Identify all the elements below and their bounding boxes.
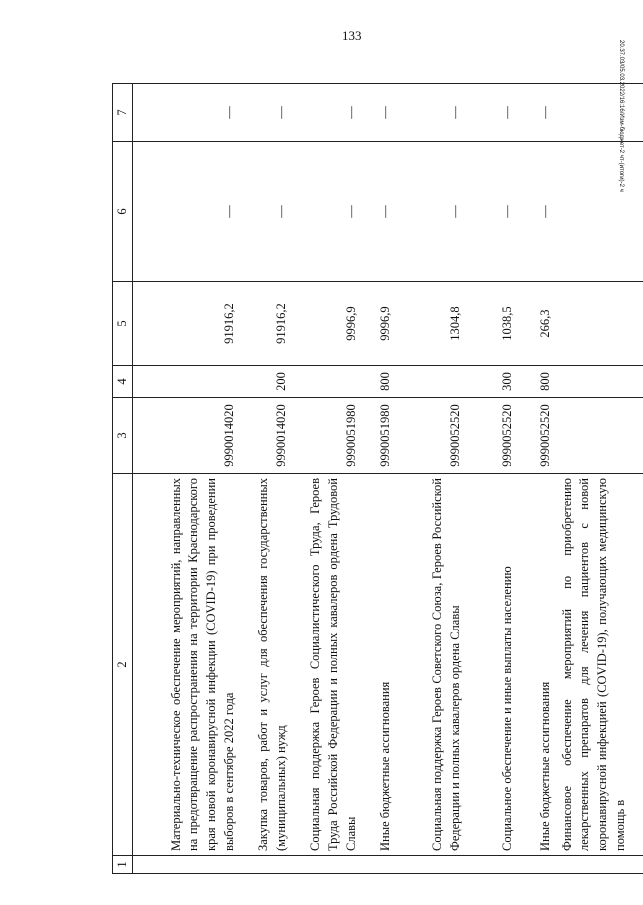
type-cell: [555, 366, 643, 398]
description-cell: Иные бюджетные ассигнования: [361, 474, 395, 856]
table-row: [555, 84, 643, 874]
col6-cell: —: [239, 142, 291, 282]
col7-cell: —: [395, 84, 465, 142]
budget-table: [112, 83, 643, 874]
row-number-cell: [133, 856, 239, 874]
type-cell: 800: [361, 366, 395, 398]
row-number-cell: [465, 856, 517, 874]
description-cell: Социальная поддержка Героев Советского Союза, Героев Российской Федерации и полных кавалеров ордена Славы: [395, 474, 465, 856]
description-cell: Иные бюджетные ассигнования: [517, 474, 555, 856]
type-cell: [395, 366, 465, 398]
code-cell: 9990014020: [239, 398, 291, 474]
amount-cell: 1304,8: [395, 282, 465, 366]
header-col-4: 4: [113, 366, 133, 398]
row-number-cell: [361, 856, 395, 874]
table-row: [465, 84, 517, 874]
header-col-2: 2: [113, 474, 133, 856]
code-cell: 9990052520: [517, 398, 555, 474]
code-cell: 9990051980: [291, 398, 361, 474]
type-cell: 200: [239, 366, 291, 398]
header-row: [113, 84, 133, 874]
col6-cell: [555, 142, 643, 282]
description-cell: Социальная поддержка Героев Социалистического Труда, Героев Труда Российской Федерации и полных кавалеров ордена Трудовой Славы: [291, 474, 361, 856]
code-cell: 9990014020: [133, 398, 239, 474]
code-cell: [555, 398, 643, 474]
type-cell: 800: [517, 366, 555, 398]
col6-cell: —: [133, 142, 239, 282]
table-row: [517, 84, 555, 874]
table-row: [291, 84, 361, 874]
description-cell: Социальное обеспечение и иные выплаты населению: [465, 474, 517, 856]
col6-cell: —: [395, 142, 465, 282]
col6-cell: —: [361, 142, 395, 282]
row-number-cell: [239, 856, 291, 874]
col7-cell: —: [239, 84, 291, 142]
table-row: [361, 84, 395, 874]
col6-cell: —: [291, 142, 361, 282]
table-row: [239, 84, 291, 874]
amount-cell: [555, 282, 643, 366]
col7-cell: [555, 84, 643, 142]
table-body: [133, 84, 643, 874]
col7-cell: —: [133, 84, 239, 142]
row-number-cell: [555, 856, 643, 874]
page-number: 133: [342, 28, 362, 43]
type-cell: [133, 366, 239, 398]
amount-cell: 266,3: [517, 282, 555, 366]
col7-cell: —: [361, 84, 395, 142]
table-row: [133, 84, 239, 874]
type-cell: [291, 366, 361, 398]
col7-cell: —: [465, 84, 517, 142]
header-col-7: 7: [113, 84, 133, 142]
table-row: [395, 84, 465, 874]
amount-cell: 91916,2: [239, 282, 291, 366]
col6-cell: —: [465, 142, 517, 282]
code-cell: 9990051980: [361, 398, 395, 474]
col6-cell: —: [517, 142, 555, 282]
header-col-5: 5: [113, 282, 133, 366]
amount-cell: 91916,2: [133, 282, 239, 366]
description-cell: Финансовое обеспечение мероприятий по приобретению лекарственных препаратов для лечения пациентов с новой коронавирусной инфекцией (COVID-19), получающих медицинскую помощь в: [555, 474, 643, 856]
col7-cell: —: [517, 84, 555, 142]
code-cell: 9990052520: [395, 398, 465, 474]
header-col-1: 1: [113, 856, 133, 874]
col7-cell: —: [291, 84, 361, 142]
row-number-cell: [395, 856, 465, 874]
header-col-3: 3: [113, 398, 133, 474]
document-registration-code: 20.37.03/05.03.2022/16:16/Изм-бюджет-2 чт-(итоги)-2 ч: [618, 40, 624, 192]
type-cell: 300: [465, 366, 517, 398]
row-number-cell: [291, 856, 361, 874]
table-header: [113, 84, 133, 874]
amount-cell: 9996,9: [361, 282, 395, 366]
header-col-6: 6: [113, 142, 133, 282]
amount-cell: 1038,5: [465, 282, 517, 366]
description-cell: Закупка товаров, работ и услуг для обеспечения государственных (муниципальных) нужд: [239, 474, 291, 856]
row-number-cell: [517, 856, 555, 874]
code-cell: 9990052520: [465, 398, 517, 474]
description-cell: Материально-техническое обеспечение мероприятий, направленных на предотвращение распространения на территории Краснодарского края новой коронавирусной инфекции (COVID-19) при проведении выборов в сентябре 2022 года: [133, 474, 239, 856]
amount-cell: 9996,9: [291, 282, 361, 366]
